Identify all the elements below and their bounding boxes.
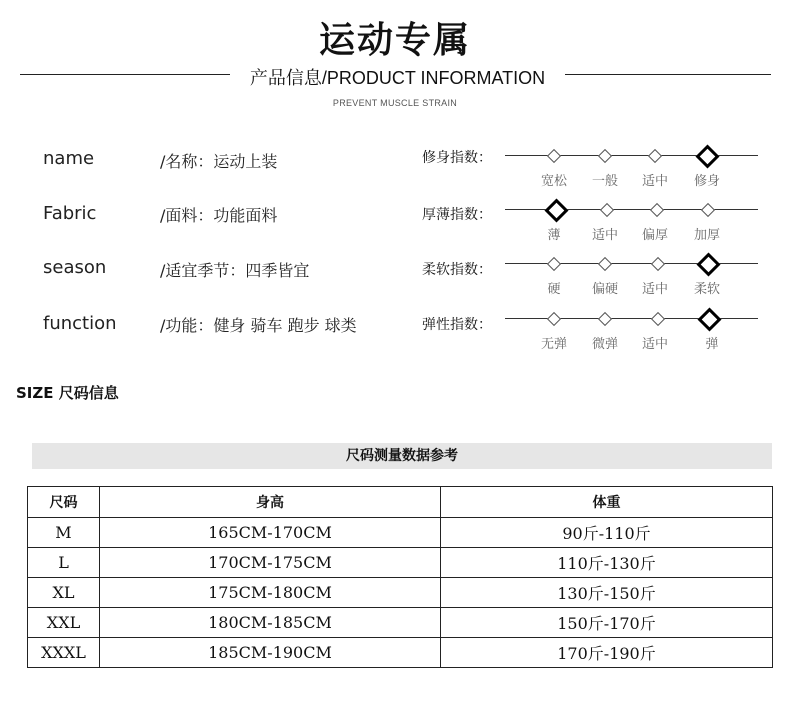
- thickness-scale-label: 厚薄指数：: [422, 207, 492, 223]
- header-size: 尺码: [28, 487, 100, 518]
- size-cell: L: [28, 548, 100, 578]
- prop-function-cn: /功能：健身 骑车 跑步 球类: [160, 316, 357, 335]
- fit-scale-label: 修身指数：: [422, 150, 492, 166]
- weight-cell: 170斤-190斤: [441, 638, 773, 668]
- prop-season-en: season: [43, 257, 107, 278]
- elasticity-option: 无弹: [540, 337, 567, 352]
- fit-option: 一般: [591, 174, 618, 189]
- thickness-option: 薄: [547, 228, 561, 243]
- header-height: 身高: [100, 487, 441, 518]
- fit-scale-marker: [598, 149, 612, 163]
- elasticity-scale-marker: [547, 312, 561, 326]
- thickness-scale-marker: [701, 203, 715, 217]
- size-cell: XXXL: [28, 638, 100, 668]
- size-cell: XL: [28, 578, 100, 608]
- table-row: [28, 608, 773, 638]
- fit-option: 宽松: [540, 174, 567, 189]
- prop-season-cn: /适宜季节：四季皆宜: [160, 261, 310, 280]
- softness-option: 柔软: [693, 282, 720, 297]
- elasticity-option: 弹: [705, 337, 719, 352]
- elasticity-scale-selected-marker: [697, 307, 721, 331]
- prop-function-en: function: [43, 313, 117, 334]
- table-row: [28, 578, 773, 608]
- height-cell: 170CM-175CM: [100, 548, 441, 578]
- elasticity-option: 适中: [641, 337, 668, 352]
- thickness-option: 加厚: [693, 228, 720, 243]
- table-row: [28, 638, 773, 668]
- softness-scale-marker: [598, 257, 612, 271]
- softness-scale-marker: [651, 257, 665, 271]
- elasticity-scale-label: 弹性指数：: [422, 317, 492, 333]
- fit-scale-marker: [648, 149, 662, 163]
- softness-scale-marker: [547, 257, 561, 271]
- fit-option: 适中: [641, 174, 668, 189]
- height-cell: 185CM-190CM: [100, 638, 441, 668]
- thickness-option: 适中: [591, 228, 618, 243]
- fit-scale-selected-marker: [695, 144, 719, 168]
- header-weight: 体重: [441, 487, 773, 518]
- fit-scale-line: [505, 155, 758, 156]
- weight-cell: 130斤-150斤: [441, 578, 773, 608]
- softness-option: 适中: [641, 282, 668, 297]
- divider-right: [565, 74, 771, 75]
- divider-left: [20, 74, 230, 75]
- table-row: [28, 548, 773, 578]
- thickness-scale-marker: [600, 203, 614, 217]
- thickness-scale-selected-marker: [544, 198, 568, 222]
- page-title: 运动专属: [318, 20, 471, 61]
- tagline: PREVENT MUSCLE STRAIN: [332, 98, 458, 108]
- thickness-scale-line: [505, 209, 758, 210]
- prop-fabric-cn: /面料：功能面料: [160, 206, 278, 225]
- softness-option: 硬: [547, 282, 561, 297]
- weight-cell: 110斤-130斤: [441, 548, 773, 578]
- height-cell: 165CM-170CM: [100, 518, 441, 548]
- softness-scale-label: 柔软指数：: [422, 262, 492, 278]
- elasticity-scale-marker: [598, 312, 612, 326]
- size-cell: XXL: [28, 608, 100, 638]
- thickness-option: 偏厚: [641, 228, 668, 243]
- weight-cell: 150斤-170斤: [441, 608, 773, 638]
- product-info-subtitle: 产品信息/PRODUCT INFORMATION: [249, 68, 546, 88]
- height-cell: 175CM-180CM: [100, 578, 441, 608]
- elasticity-option: 微弹: [591, 337, 618, 352]
- softness-scale-selected-marker: [696, 252, 720, 276]
- size-cell: M: [28, 518, 100, 548]
- size-table-banner: 尺码测量数据参考: [32, 443, 772, 469]
- weight-cell: 90斤-110斤: [441, 518, 773, 548]
- prop-name-en: name: [43, 148, 95, 169]
- prop-fabric-en: Fabric: [43, 203, 97, 224]
- fit-option: 修身: [693, 174, 720, 189]
- prop-name-cn: /名称：运动上装: [160, 152, 278, 171]
- size-table: [27, 486, 773, 668]
- elasticity-scale-marker: [651, 312, 665, 326]
- thickness-scale-marker: [650, 203, 664, 217]
- table-row: [28, 518, 773, 548]
- softness-option: 偏硬: [591, 282, 618, 297]
- subtitle-row: [0, 62, 790, 88]
- height-cell: 180CM-185CM: [100, 608, 441, 638]
- fit-scale-marker: [547, 149, 561, 163]
- size-table-header-row: [28, 487, 773, 518]
- size-section-heading: SIZE 尺码信息: [16, 384, 119, 402]
